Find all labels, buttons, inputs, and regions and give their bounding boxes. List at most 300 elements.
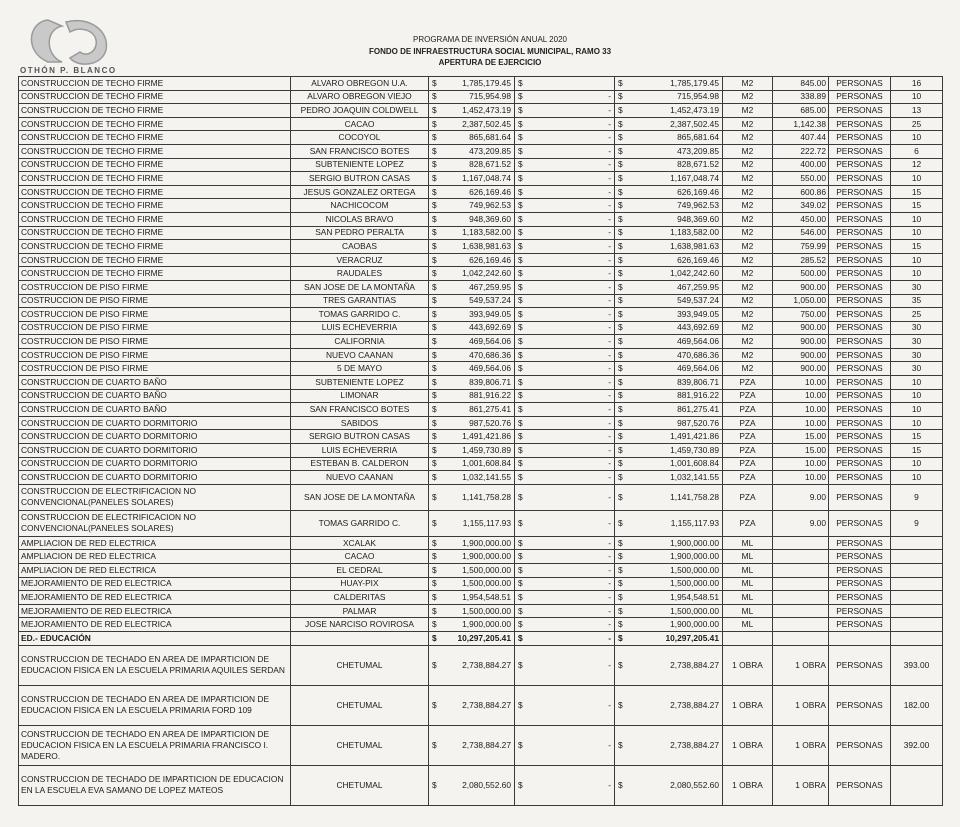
quantity-cell: 9.00 <box>773 484 829 510</box>
approved-amount-cell: 1,500,000.00 <box>443 577 515 591</box>
currency-sign: $ <box>515 117 529 131</box>
quantity-cell <box>773 604 829 618</box>
beneficiary-type-cell: PERSONAS <box>829 212 891 226</box>
currency-sign: $ <box>615 348 629 362</box>
unit-cell: PZA <box>723 403 773 417</box>
currency-sign: $ <box>429 645 443 685</box>
modified-amount-cell: - <box>529 685 615 725</box>
table-row <box>19 212 943 226</box>
modified-amount-cell: - <box>529 294 615 308</box>
total-amount-cell: 1,452,473.19 <box>629 104 723 118</box>
unit-cell: M2 <box>723 199 773 213</box>
approved-amount-cell: 1,452,473.19 <box>443 104 515 118</box>
locality-cell: CHETUMAL <box>291 685 429 725</box>
modified-amount-cell: - <box>529 321 615 335</box>
approved-amount-cell: 10,297,205.41 <box>443 631 515 645</box>
beneficiaries-cell: 25 <box>891 308 943 322</box>
quantity-cell: 9.00 <box>773 510 829 536</box>
currency-sign: $ <box>615 90 629 104</box>
currency-sign: $ <box>429 550 443 564</box>
total-amount-cell: 749,962.53 <box>629 199 723 213</box>
currency-sign: $ <box>515 484 529 510</box>
quantity-cell: 600.86 <box>773 185 829 199</box>
quantity-cell: 1 OBRA <box>773 765 829 805</box>
beneficiaries-cell <box>891 618 943 632</box>
currency-sign: $ <box>615 185 629 199</box>
currency-sign: $ <box>429 294 443 308</box>
total-amount-cell: 1,500,000.00 <box>629 577 723 591</box>
beneficiaries-cell <box>891 631 943 645</box>
description-cell: CONSTRUCCION DE CUARTO BAÑO <box>19 376 291 390</box>
total-amount-cell: 987,520.76 <box>629 416 723 430</box>
currency-sign: $ <box>515 725 529 765</box>
currency-sign: $ <box>515 536 529 550</box>
beneficiary-type-cell: PERSONAS <box>829 444 891 458</box>
approved-amount-cell: 1,167,048.74 <box>443 172 515 186</box>
unit-cell: M2 <box>723 226 773 240</box>
beneficiaries-cell: 25 <box>891 117 943 131</box>
beneficiaries-cell: 15 <box>891 199 943 213</box>
currency-sign: $ <box>615 376 629 390</box>
currency-sign: $ <box>615 294 629 308</box>
description-cell: CONSTRUCCION DE TECHADO EN AREA DE IMPARTICION DE EDUCACION FISICA EN LA ESCUELA PRIMARIA FORD 109 <box>19 685 291 725</box>
unit-cell: 1 OBRA <box>723 725 773 765</box>
table-row <box>19 765 943 805</box>
beneficiary-type-cell: PERSONAS <box>829 577 891 591</box>
table-row <box>19 457 943 471</box>
beneficiaries-cell: 6 <box>891 144 943 158</box>
quantity-cell: 407.44 <box>773 131 829 145</box>
beneficiaries-cell: 13 <box>891 104 943 118</box>
currency-sign: $ <box>615 77 629 91</box>
table-row <box>19 403 943 417</box>
modified-amount-cell: - <box>529 645 615 685</box>
currency-sign: $ <box>515 199 529 213</box>
quantity-cell: 1 OBRA <box>773 725 829 765</box>
unit-cell: M2 <box>723 240 773 254</box>
table-row <box>19 185 943 199</box>
locality-cell: LUIS ECHEVERRIA <box>291 321 429 335</box>
total-amount-cell: 2,738,884.27 <box>629 685 723 725</box>
currency-sign: $ <box>615 104 629 118</box>
total-amount-cell: 715,954.98 <box>629 90 723 104</box>
currency-sign: $ <box>429 280 443 294</box>
table-row <box>19 321 943 335</box>
approved-amount-cell: 1,900,000.00 <box>443 550 515 564</box>
currency-sign: $ <box>515 389 529 403</box>
table-row <box>19 335 943 349</box>
quantity-cell: 546.00 <box>773 226 829 240</box>
locality-cell: SAN PEDRO PERALTA <box>291 226 429 240</box>
currency-sign: $ <box>615 117 629 131</box>
unit-cell: M2 <box>723 104 773 118</box>
description-cell: CONSTRUCCION DE CUARTO BAÑO <box>19 389 291 403</box>
table-row <box>19 131 943 145</box>
currency-sign: $ <box>515 604 529 618</box>
currency-sign: $ <box>515 185 529 199</box>
quantity-cell: 900.00 <box>773 280 829 294</box>
total-amount-cell: 1,954,548.51 <box>629 591 723 605</box>
currency-sign: $ <box>615 765 629 805</box>
beneficiaries-cell: 30 <box>891 362 943 376</box>
modified-amount-cell: - <box>529 226 615 240</box>
total-amount-cell: 469,564.06 <box>629 362 723 376</box>
currency-sign: $ <box>515 685 529 725</box>
currency-sign: $ <box>429 376 443 390</box>
unit-cell: M2 <box>723 294 773 308</box>
approved-amount-cell: 715,954.98 <box>443 90 515 104</box>
currency-sign: $ <box>615 725 629 765</box>
unit-cell: M2 <box>723 158 773 172</box>
beneficiary-type-cell: PERSONAS <box>829 77 891 91</box>
modified-amount-cell: - <box>529 457 615 471</box>
description-cell: CONSTRUCCION DE CUARTO DORMITORIO <box>19 457 291 471</box>
description-cell: CONSTRUCCION DE TECHO FIRME <box>19 172 291 186</box>
currency-sign: $ <box>615 158 629 172</box>
total-amount-cell: 2,738,884.27 <box>629 645 723 685</box>
approved-amount-cell: 469,564.06 <box>443 335 515 349</box>
table-row <box>19 90 943 104</box>
table-row <box>19 77 943 91</box>
currency-sign: $ <box>515 144 529 158</box>
currency-sign: $ <box>615 362 629 376</box>
approved-amount-cell: 626,169.46 <box>443 185 515 199</box>
currency-sign: $ <box>615 564 629 578</box>
approved-amount-cell: 443,692.69 <box>443 321 515 335</box>
beneficiaries-cell <box>891 550 943 564</box>
unit-cell: ML <box>723 550 773 564</box>
unit-cell <box>723 631 773 645</box>
table-row <box>19 308 943 322</box>
approved-amount-cell: 1,032,141.55 <box>443 471 515 485</box>
beneficiary-type-cell: PERSONAS <box>829 335 891 349</box>
modified-amount-cell: - <box>529 403 615 417</box>
description-cell: COSTRUCCION DE PISO FIRME <box>19 348 291 362</box>
currency-sign: $ <box>615 199 629 213</box>
table-row <box>19 430 943 444</box>
modified-amount-cell: - <box>529 212 615 226</box>
currency-sign: $ <box>515 308 529 322</box>
beneficiaries-cell: 392.00 <box>891 725 943 765</box>
currency-sign: $ <box>429 131 443 145</box>
description-cell: CONSTRUCCION DE ELECTRIFICACION NO CONVENCIONAL(PANELES SOLARES) <box>19 510 291 536</box>
beneficiary-type-cell: PERSONAS <box>829 280 891 294</box>
quantity-cell: 550.00 <box>773 172 829 186</box>
total-amount-cell: 1,500,000.00 <box>629 604 723 618</box>
beneficiary-type-cell: PERSONAS <box>829 645 891 685</box>
quantity-cell: 222.72 <box>773 144 829 158</box>
approved-amount-cell: 1,954,548.51 <box>443 591 515 605</box>
modified-amount-cell: - <box>529 362 615 376</box>
quantity-cell: 285.52 <box>773 253 829 267</box>
beneficiary-type-cell: PERSONAS <box>829 104 891 118</box>
beneficiary-type-cell: PERSONAS <box>829 416 891 430</box>
locality-cell: PALMAR <box>291 604 429 618</box>
locality-cell: EL CEDRAL <box>291 564 429 578</box>
description-cell: CONSTRUCCION DE TECHADO EN AREA DE IMPARTICION DE EDUCACION FISICA EN LA ESCUELA PRIMARIA AQUILES SERDAN <box>19 645 291 685</box>
total-amount-cell: 443,692.69 <box>629 321 723 335</box>
total-amount-cell: 470,686.36 <box>629 348 723 362</box>
subtotal-row <box>19 631 943 645</box>
approved-amount-cell: 881,916.22 <box>443 389 515 403</box>
locality-cell: SUBTENIENTE LOPEZ <box>291 158 429 172</box>
description-cell: CONSTRUCCION DE TECHO FIRME <box>19 185 291 199</box>
description-cell: CONSTRUCCION DE TECHO FIRME <box>19 212 291 226</box>
locality-cell: CACAO <box>291 550 429 564</box>
unit-cell: ML <box>723 604 773 618</box>
approved-amount-cell: 2,080,552.60 <box>443 765 515 805</box>
currency-sign: $ <box>615 172 629 186</box>
locality-cell <box>291 631 429 645</box>
currency-sign: $ <box>615 550 629 564</box>
currency-sign: $ <box>615 144 629 158</box>
total-amount-cell: 2,387,502.45 <box>629 117 723 131</box>
locality-cell: NICOLAS BRAVO <box>291 212 429 226</box>
currency-sign: $ <box>615 267 629 281</box>
table-row <box>19 267 943 281</box>
currency-sign: $ <box>429 685 443 725</box>
currency-sign: $ <box>429 591 443 605</box>
table-row <box>19 725 943 765</box>
modified-amount-cell: - <box>529 253 615 267</box>
currency-sign: $ <box>429 510 443 536</box>
unit-cell: ML <box>723 591 773 605</box>
unit-cell: M2 <box>723 362 773 376</box>
beneficiary-type-cell: PERSONAS <box>829 484 891 510</box>
description-cell: CONSTRUCCION DE CUARTO DORMITORIO <box>19 444 291 458</box>
approved-amount-cell: 828,671.52 <box>443 158 515 172</box>
currency-sign: $ <box>429 430 443 444</box>
unit-cell: M2 <box>723 172 773 186</box>
quantity-cell: 900.00 <box>773 348 829 362</box>
currency-sign: $ <box>615 212 629 226</box>
currency-sign: $ <box>429 631 443 645</box>
total-amount-cell: 549,537.24 <box>629 294 723 308</box>
table-row <box>19 471 943 485</box>
modified-amount-cell: - <box>529 117 615 131</box>
approved-amount-cell: 1,155,117.93 <box>443 510 515 536</box>
locality-cell: TOMAS GARRIDO C. <box>291 510 429 536</box>
beneficiary-type-cell: PERSONAS <box>829 362 891 376</box>
beneficiaries-cell: 393.00 <box>891 645 943 685</box>
total-amount-cell: 865,681.64 <box>629 131 723 145</box>
unit-cell: 1 OBRA <box>723 645 773 685</box>
beneficiary-type-cell: PERSONAS <box>829 294 891 308</box>
locality-cell: JESUS GONZALEZ ORTEGA <box>291 185 429 199</box>
modified-amount-cell <box>529 77 615 91</box>
modified-amount-cell: - <box>529 550 615 564</box>
beneficiaries-cell: 30 <box>891 321 943 335</box>
currency-sign: $ <box>429 117 443 131</box>
currency-sign: $ <box>615 308 629 322</box>
modified-amount-cell: - <box>529 765 615 805</box>
total-amount-cell: 473,209.85 <box>629 144 723 158</box>
modified-amount-cell: - <box>529 240 615 254</box>
beneficiary-type-cell: PERSONAS <box>829 510 891 536</box>
quantity-cell <box>773 618 829 632</box>
locality-cell: SUBTENIENTE LOPEZ <box>291 376 429 390</box>
currency-sign: $ <box>429 226 443 240</box>
currency-sign: $ <box>515 471 529 485</box>
locality-cell: CHETUMAL <box>291 645 429 685</box>
currency-sign: $ <box>615 685 629 725</box>
currency-sign: $ <box>429 308 443 322</box>
currency-sign: $ <box>615 604 629 618</box>
unit-cell: M2 <box>723 308 773 322</box>
beneficiary-type-cell: PERSONAS <box>829 403 891 417</box>
beneficiaries-cell: 9 <box>891 484 943 510</box>
total-amount-cell: 1,900,000.00 <box>629 550 723 564</box>
table-row <box>19 199 943 213</box>
quantity-cell: 10.00 <box>773 457 829 471</box>
beneficiary-type-cell: PERSONAS <box>829 765 891 805</box>
beneficiaries-cell: 15 <box>891 444 943 458</box>
currency-sign: $ <box>429 335 443 349</box>
beneficiary-type-cell: PERSONAS <box>829 144 891 158</box>
modified-amount-cell: - <box>529 591 615 605</box>
unit-cell: M2 <box>723 77 773 91</box>
beneficiaries-cell: 9 <box>891 510 943 536</box>
modified-amount-cell: - <box>529 484 615 510</box>
beneficiaries-cell: 10 <box>891 131 943 145</box>
beneficiary-type-cell: PERSONAS <box>829 564 891 578</box>
modified-amount-cell: - <box>529 536 615 550</box>
quantity-cell: 450.00 <box>773 212 829 226</box>
beneficiaries-cell <box>891 604 943 618</box>
total-amount-cell: 393,949.05 <box>629 308 723 322</box>
table-row <box>19 416 943 430</box>
table-row <box>19 510 943 536</box>
unit-cell: M2 <box>723 185 773 199</box>
quantity-cell: 338.89 <box>773 90 829 104</box>
unit-cell: PZA <box>723 484 773 510</box>
currency-sign: $ <box>515 645 529 685</box>
locality-cell: CAOBAS <box>291 240 429 254</box>
locality-cell: PEDRO JOAQUIN COLDWELL <box>291 104 429 118</box>
currency-sign: $ <box>615 389 629 403</box>
currency-sign: $ <box>515 253 529 267</box>
currency-sign: $ <box>615 335 629 349</box>
table-row <box>19 104 943 118</box>
locality-cell: NACHICOCOM <box>291 199 429 213</box>
description-cell: CONSTRUCCION DE CUARTO BAÑO <box>19 403 291 417</box>
beneficiaries-cell: 10 <box>891 471 943 485</box>
beneficiary-type-cell: PERSONAS <box>829 457 891 471</box>
total-amount-cell: 1,900,000.00 <box>629 618 723 632</box>
beneficiaries-cell: 182.00 <box>891 685 943 725</box>
total-amount-cell: 881,916.22 <box>629 389 723 403</box>
locality-cell: RAUDALES <box>291 267 429 281</box>
locality-cell: HUAY-PIX <box>291 577 429 591</box>
total-amount-cell: 469,564.06 <box>629 335 723 349</box>
currency-sign: $ <box>515 321 529 335</box>
currency-sign: $ <box>515 240 529 254</box>
beneficiary-type-cell: PERSONAS <box>829 253 891 267</box>
quantity-cell <box>773 550 829 564</box>
currency-sign: $ <box>429 471 443 485</box>
currency-sign: $ <box>429 389 443 403</box>
modified-amount-cell: - <box>529 267 615 281</box>
currency-sign: $ <box>515 77 529 91</box>
approved-amount-cell: 948,369.60 <box>443 212 515 226</box>
unit-cell: ML <box>723 618 773 632</box>
approved-amount-cell: 839,806.71 <box>443 376 515 390</box>
table-row <box>19 117 943 131</box>
quantity-cell: 759.99 <box>773 240 829 254</box>
currency-sign: $ <box>429 185 443 199</box>
locality-cell: TOMAS GARRIDO C. <box>291 308 429 322</box>
currency-sign: $ <box>515 510 529 536</box>
quantity-cell <box>773 536 829 550</box>
beneficiary-type-cell: PERSONAS <box>829 604 891 618</box>
beneficiaries-cell: 10 <box>891 172 943 186</box>
beneficiary-type-cell: PERSONAS <box>829 172 891 186</box>
table-row <box>19 484 943 510</box>
currency-sign: $ <box>429 362 443 376</box>
total-amount-cell: 467,259.95 <box>629 280 723 294</box>
total-amount-cell: 626,169.46 <box>629 253 723 267</box>
quantity-cell: 500.00 <box>773 267 829 281</box>
currency-sign: $ <box>429 484 443 510</box>
approved-amount-cell: 2,738,884.27 <box>443 645 515 685</box>
unit-cell: 1 OBRA <box>723 765 773 805</box>
description-cell: CONSTRUCCION DE ELECTRIFICACION NO CONVENCIONAL(PANELES SOLARES) <box>19 484 291 510</box>
description-cell: MEJORAMIENTO DE RED ELECTRICA <box>19 577 291 591</box>
approved-amount-cell: 1,785,179.45 <box>443 77 515 91</box>
total-amount-cell: 1,042,242.60 <box>629 267 723 281</box>
modified-amount-cell: - <box>529 577 615 591</box>
table-row <box>19 253 943 267</box>
unit-cell: PZA <box>723 430 773 444</box>
beneficiaries-cell: 10 <box>891 403 943 417</box>
currency-sign: $ <box>515 550 529 564</box>
beneficiary-type-cell: PERSONAS <box>829 430 891 444</box>
modified-amount-cell: - <box>529 144 615 158</box>
currency-sign: $ <box>615 631 629 645</box>
quantity-cell: 1,050.00 <box>773 294 829 308</box>
currency-sign: $ <box>429 725 443 765</box>
unit-cell: PZA <box>723 471 773 485</box>
document-heading <box>300 34 680 69</box>
modified-amount-cell: - <box>529 430 615 444</box>
description-cell: CONSTRUCCION DE TECHO FIRME <box>19 104 291 118</box>
currency-sign: $ <box>429 536 443 550</box>
beneficiary-type-cell: PERSONAS <box>829 90 891 104</box>
beneficiary-type-cell: PERSONAS <box>829 131 891 145</box>
currency-sign: $ <box>429 212 443 226</box>
unit-cell: M2 <box>723 348 773 362</box>
table-row <box>19 550 943 564</box>
unit-cell: 1 OBRA <box>723 685 773 725</box>
currency-sign: $ <box>429 321 443 335</box>
approved-amount-cell: 1,183,582.00 <box>443 226 515 240</box>
locality-cell: LIMONAR <box>291 389 429 403</box>
total-amount-cell: 1,001,608.84 <box>629 457 723 471</box>
currency-sign: $ <box>429 618 443 632</box>
table-row <box>19 240 943 254</box>
currency-sign: $ <box>515 104 529 118</box>
description-cell: MEJORAMIENTO DE RED ELECTRICA <box>19 591 291 605</box>
description-cell: CONSTRUCCION DE CUARTO DORMITORIO <box>19 471 291 485</box>
quantity-cell: 349.02 <box>773 199 829 213</box>
modified-amount-cell: - <box>529 90 615 104</box>
currency-sign: $ <box>515 564 529 578</box>
currency-sign: $ <box>515 267 529 281</box>
locality-cell: CHETUMAL <box>291 725 429 765</box>
beneficiary-type-cell: PERSONAS <box>829 536 891 550</box>
table-row <box>19 577 943 591</box>
approved-amount-cell: 1,900,000.00 <box>443 618 515 632</box>
